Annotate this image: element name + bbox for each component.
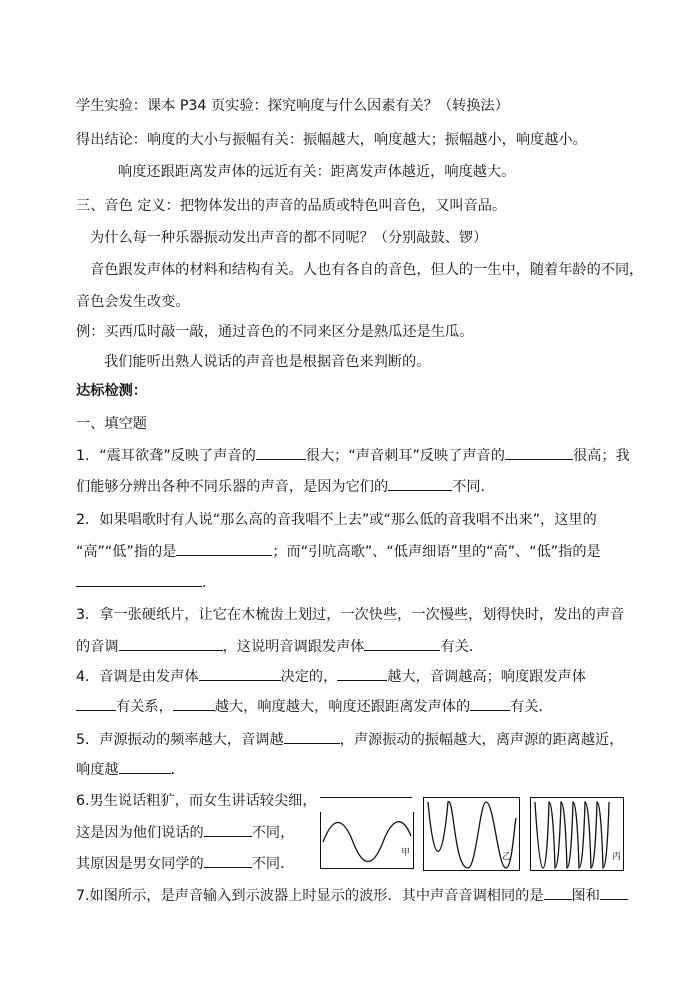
q2-text-d: ． (202, 575, 217, 591)
q5-text-b: ，声源振动的振幅越大，离声源的距离越近， (339, 732, 624, 748)
q7-blank-2[interactable] (600, 885, 628, 900)
waveform-jia-svg (321, 812, 413, 868)
q5-blank-2[interactable] (119, 759, 171, 774)
q4-blank-2[interactable] (337, 666, 387, 681)
q1-text-c: 很高；我 (572, 448, 630, 464)
fill-blank-heading: 一、填空题 (76, 416, 147, 432)
q3-blank-2[interactable] (364, 636, 440, 651)
q1-blank-1[interactable] (256, 445, 306, 460)
q1-blank-2[interactable] (505, 445, 573, 460)
q6-blank-2[interactable] (204, 853, 252, 868)
question-4-line-2 (76, 696, 553, 717)
question-6-line-3 (76, 853, 294, 874)
question-2-line-1: 2．如果唱歌时有人说“那么高的音我唱不上去”或“那么低的音我唱不出来”，这里的 (76, 512, 597, 528)
question-1-line-1 (76, 445, 630, 466)
waveform-bing-svg (531, 798, 623, 870)
question-5-line-1 (76, 729, 623, 750)
example-text-2: 我们能听出熟人说话的声音也是根据音色来判断的。 (104, 354, 431, 370)
q7-text-a: 7.如图所示，是声音输入到示波器上时显示的波形．其中声音音调相同的是 (76, 888, 544, 904)
q3-blank-1[interactable] (119, 636, 223, 651)
waveform-label-jia: 甲 (400, 848, 410, 858)
timbre-explanation-1: 音色跟发声体的材料和结构有关。人也有各自的音色，但人的一生中，随着年龄的不同， (90, 262, 644, 278)
q5-text-c: 响度越 (76, 762, 119, 778)
conclusion-text: 得出结论：响度的大小与振幅有关：振幅越大，响度越大；振幅越小，响度越小。 (76, 132, 587, 148)
q1-text-e: 不同． (452, 479, 495, 495)
question-2-line-3 (76, 572, 216, 593)
question-3-line-2 (76, 636, 483, 657)
q3-text-d: 有关． (440, 639, 484, 655)
q4-text-f: 有关． (510, 699, 553, 715)
section-heading: 达标检测： (76, 383, 147, 399)
q2-blank-1[interactable] (176, 541, 272, 556)
timbre-explanation-2: 音色会发生改变。 (76, 294, 190, 310)
q3-text-c: ，这说明音调跟发声体 (222, 639, 365, 655)
q2-text-b: “高”“低”指的是 (76, 544, 177, 560)
question-4-line-1 (76, 666, 586, 687)
q4-blank-3[interactable] (76, 696, 116, 711)
q4-blank-4[interactable] (173, 696, 215, 711)
q5-text-a: 5．声源振动的频率越大，音调越 (76, 732, 284, 748)
q6-text-c: 不同， (251, 825, 295, 841)
q4-text-c: 越大，音调越高；响度跟发声体 (387, 669, 586, 685)
example-text: 例：买西瓜时敲一敲，通过音色的不同来区分是熟瓜还是生瓜。 (76, 324, 474, 340)
question-1-line-2 (76, 476, 495, 497)
q2-text-c: ；而“引吭高歌”、“低声细语”里的“高”、“低”指的是 (272, 544, 601, 560)
question-5-line-2 (76, 759, 185, 780)
q7-text-b: 图和 (571, 888, 600, 904)
q2-blank-2[interactable] (76, 572, 202, 587)
q1-text-a: 1．“震耳欲聋”反映了声音的 (76, 448, 256, 464)
q6-blank-1[interactable] (204, 822, 252, 837)
q1-text-d: 们能够分辨出各种不同乐器的声音，是因为它们的 (76, 479, 389, 495)
question-7-line-1 (76, 885, 628, 906)
question-2-line-2 (76, 541, 601, 562)
q3-text-b: 的音调 (76, 639, 119, 655)
q5-text-d: ． (170, 762, 185, 778)
q4-text-a: 4．音调是由发声体 (76, 669, 199, 685)
waveform-label-yi: 乙 (501, 852, 511, 862)
conclusion-distance-text: 响度还跟距离发声体的远近有关：距离发声体越近，响度越大。 (118, 164, 516, 180)
timbre-question: 为什么每一种乐器振动发出声音的都不同呢？（分别敲鼓、锣） (90, 230, 488, 246)
q6-text-d: 其原因是男女同学的 (76, 856, 204, 872)
q6-text-b: 这是因为他们说话的 (76, 825, 204, 841)
q4-blank-5[interactable] (470, 696, 510, 711)
waveform-label-bing: 丙 (611, 852, 621, 862)
q5-blank-1[interactable] (284, 729, 340, 744)
q6-text-e: 不同． (251, 856, 295, 872)
q4-text-d: 有关系， (116, 699, 173, 715)
lab-text: 学生实验：课本 P34 页实验：探究响度与什么因素有关？（转换法） (76, 98, 509, 114)
timbre-definition: 三、音色 定义：把物体发出的声音的品质或特色叫音色，又叫音品。 (76, 198, 507, 214)
question-6-line-2 (76, 822, 294, 843)
q4-text-e: 越大，响度越大，响度还跟距离发声体的 (214, 699, 471, 715)
question-6-line-1: 6.男生说话粗犷，而女生讲话较尖细， (76, 793, 317, 809)
question-3-line-1: 3．拿一张硬纸片，让它在木梳齿上划过，一次快些，一次慢些，划得快时，发出的声音 (76, 607, 625, 623)
waveform-top-line (320, 797, 412, 798)
waveform-jia (320, 812, 414, 869)
q4-text-b: 决定的， (280, 669, 338, 685)
waveform-bing (530, 797, 624, 871)
q1-blank-3[interactable] (388, 476, 452, 491)
q7-blank-1[interactable] (544, 885, 572, 900)
waveform-yi (423, 797, 520, 871)
q1-text-b: 很大；“声音刺耳”反映了声音的 (305, 448, 505, 464)
q4-blank-1[interactable] (199, 666, 281, 681)
